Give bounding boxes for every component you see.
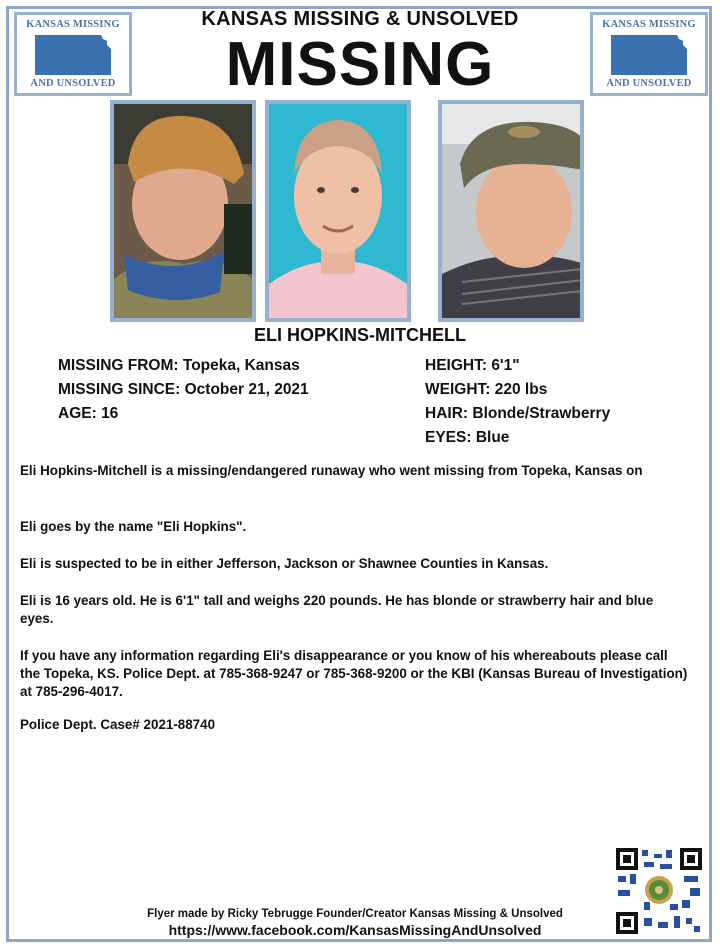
organization-title: KANSAS MISSING & UNSOLVED [201, 8, 519, 30]
person-name: ELI HOPKINS-MITCHELL [254, 325, 466, 345]
paragraph-1 [20, 462, 690, 480]
kansas-map-icon [611, 35, 687, 75]
photo-3 [438, 100, 584, 322]
fact-age [58, 402, 309, 426]
paragraph-6 [20, 716, 690, 734]
fact-missing-from [58, 354, 309, 378]
paragraph-text: Eli Hopkins-Mitchell is a missing/endangered runaway who went missing from Topeka, Kansas on [20, 463, 643, 478]
facts-right [425, 354, 610, 450]
footer-url[interactable]: https://www.facebook.com/KansasMissingAndUnsolved [168, 922, 542, 938]
fact-value: Blonde/Strawberry [472, 405, 611, 422]
photo-1 [110, 100, 256, 322]
logo-line-2: AND UNSOLVED [606, 78, 692, 89]
facts-left [58, 354, 309, 426]
fact-value: 6'1" [491, 357, 520, 374]
paragraph-text: Eli is 16 years old. He is 6'1" tall and weighs 220 pounds. He has blonde or strawberry hair and blue eyes. [20, 593, 654, 626]
logo-line-2: AND UNSOLVED [30, 78, 116, 89]
qr-code-icon[interactable] [614, 846, 704, 936]
fact-value: 220 lbs [494, 381, 548, 398]
fact-label: EYES: [425, 429, 472, 446]
fact-hair [425, 402, 610, 426]
fact-eyes [425, 426, 610, 450]
paragraph-text: If you have any information regarding Eli's disappearance or you know of his whereabouts please call the Topeka, KS. Police Dept. at 785-368-9247 or 785-368-9200 or the KBI (Kansas Bureau of Investigation) at 785-296-4017. [20, 648, 688, 699]
fact-value: Blue [475, 429, 510, 446]
paragraph-text: Eli goes by the name "Eli Hopkins". [20, 519, 247, 534]
paragraph-4 [20, 592, 690, 628]
kansas-map-icon [35, 35, 111, 75]
fact-value: October 21, 2021 [184, 381, 309, 398]
fact-label: WEIGHT: [425, 381, 491, 398]
paragraph-2 [20, 518, 690, 536]
fact-label: AGE: [58, 405, 97, 422]
logo-line-1: KANSAS MISSING [26, 19, 120, 30]
paragraph-5 [20, 647, 690, 701]
fact-missing-since [58, 378, 309, 402]
fact-label: HAIR: [425, 405, 469, 422]
fact-value: 16 [101, 405, 119, 422]
fact-weight [425, 378, 610, 402]
footer-credit: Flyer made by Ricky Tebrugge Founder/Creator Kansas Missing & Unsolved [147, 908, 563, 920]
paragraph-text: Eli is suspected to be in either Jefferson, Jackson or Shawnee Counties in Kansas. [20, 556, 549, 571]
paragraph-text: Police Dept. Case# 2021-88740 [20, 717, 216, 732]
kansas-missing-logo-right [590, 12, 708, 96]
photo-2 [265, 100, 411, 322]
missing-headline: MISSING [225, 30, 495, 99]
logo-line-1: KANSAS MISSING [602, 19, 696, 30]
fact-label: MISSING FROM: [58, 357, 179, 374]
kansas-missing-logo-left [14, 12, 132, 96]
fact-value: Topeka, Kansas [182, 357, 300, 374]
paragraph-3 [20, 555, 690, 573]
fact-height [425, 354, 610, 378]
fact-label: HEIGHT: [425, 357, 487, 374]
fact-label: MISSING SINCE: [58, 381, 181, 398]
